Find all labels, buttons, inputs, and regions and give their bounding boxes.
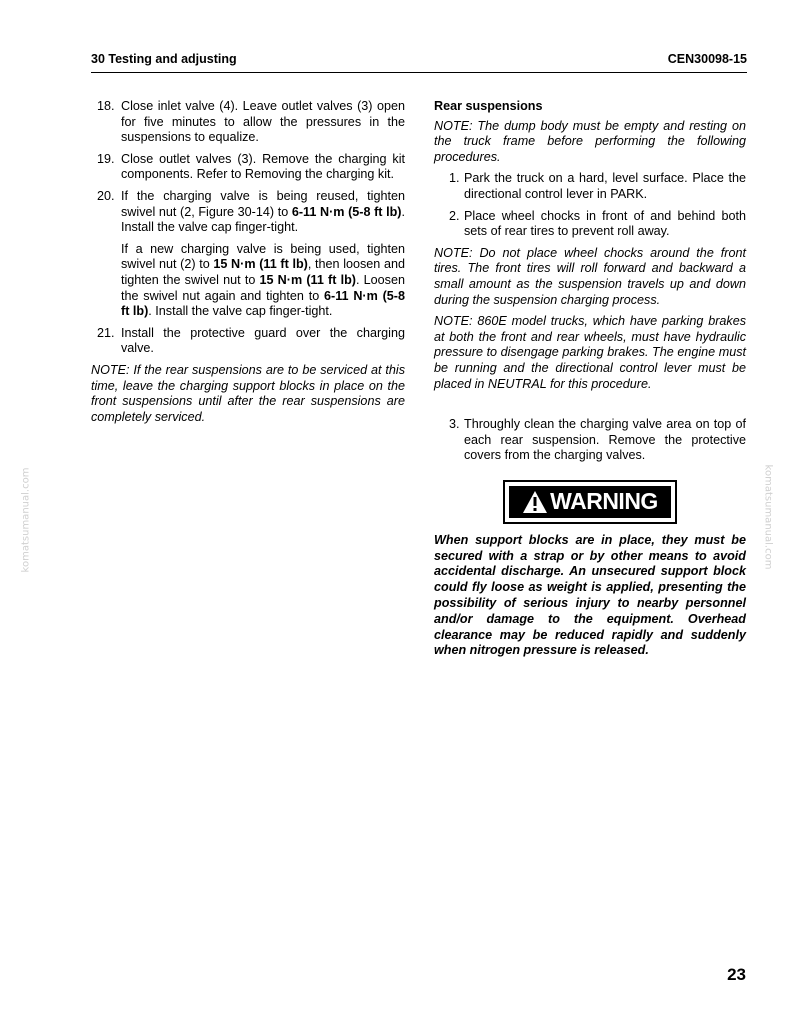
step-text: Close inlet valve (4). Leave outlet valves (3) open for five minutes to allow the pressures in the suspensions to equalize. — [121, 99, 405, 145]
step-number: 3. — [449, 417, 460, 432]
step-21 — [91, 326, 405, 357]
step-text: Close outlet valves (3). Remove the charging kit components. Refer to Removing the charging kit. — [121, 151, 405, 182]
step-number: 1. — [449, 171, 460, 186]
step-text: . Install the valve cap finger-tight. — [121, 204, 405, 235]
page-number: 23 — [727, 965, 746, 984]
step-text: Throughly clean the charging valve area on top of each rear suspension. Remove the protective covers from the charging valves. — [464, 417, 746, 463]
step-3 — [434, 417, 746, 464]
warning-text: When support blocks are in place, they must be secured with a strap or by other means to avoid accidental discharge. An unsecured support block could fly loose as weight is applied, presenting the possibility of serious injury to nearby personnel and/or damage to the equipment. Overhead clearance may be reduced rapidly and suddenly when nitrogen pressure is released. — [434, 532, 746, 658]
spacer — [434, 398, 746, 417]
note-dump-body: NOTE: The dump body must be empty and resting on the truck frame before performing the following procedures. — [434, 118, 746, 164]
warning-triangle-icon — [522, 490, 548, 514]
step-text: If the charging valve is being reused, tighten swivel nut (2, Figure 30-14) to — [121, 188, 405, 219]
step-text: . Install the valve cap finger-tight. — [148, 304, 333, 319]
step-1 — [434, 171, 746, 202]
torque-value: 15 N·m (11 ft lb) — [213, 257, 308, 272]
step-number: 20. — [97, 188, 115, 203]
torque-value: 6-11 N·m (5-8 ft lb) — [291, 204, 402, 219]
torque-value: 6-11 N·m (5-8 ft lb) — [121, 288, 405, 319]
step-number: 2. — [449, 208, 460, 223]
step-20-sub-paragraph — [91, 242, 405, 320]
note-860e-parking-brakes: NOTE: 860E model trucks, which have parking brakes at both the front and rear wheels, must have hydraulic pressure to disengage parking brakes. The engine must be running and the directional control lever must be placed in NEUTRAL for this procedure. — [434, 314, 746, 391]
step-text: Install the protective guard over the charging valve. — [121, 325, 405, 356]
section-title-rear-suspensions: Rear suspensions — [434, 99, 543, 113]
header-rule — [91, 72, 747, 73]
step-19 — [91, 152, 405, 183]
note-rear-suspensions: NOTE: If the rear suspensions are to be serviced at this time, leave the charging support blocks in place on the front suspensions until after the rear suspensions are completely serviced. — [91, 362, 405, 424]
step-text: . Loosen the swivel nut again and tighten to — [121, 272, 405, 303]
warning-banner — [434, 480, 746, 524]
note-wheel-chocks: NOTE: Do not place wheel chocks around the front tires. The front tires will roll forward and backward a small amount as the suspension travels up and down during the suspension charging process. — [434, 245, 746, 307]
watermark-left: komatsumanual.com — [20, 467, 32, 573]
right-column — [434, 99, 746, 659]
step-18 — [91, 99, 405, 146]
step-2 — [434, 209, 746, 240]
warning-label: WARNING — [550, 488, 658, 515]
page-header — [91, 52, 747, 70]
header-document-code: CEN30098-15 — [667, 52, 747, 66]
step-number: 19. — [97, 151, 115, 166]
torque-value: 15 N·m (11 ft lb) — [259, 272, 356, 287]
step-number: 18. — [97, 99, 115, 113]
step-text: Place wheel chocks in front of and behind both sets of rear tires to prevent roll away. — [464, 208, 746, 239]
step-text: , then loosen and tighten the swivel nut to — [121, 257, 405, 287]
warning-label-block — [509, 486, 671, 518]
step-20 — [91, 189, 405, 236]
left-column — [91, 99, 405, 431]
step-text: If a new charging valve is being used, tighten swivel nut (2) to — [121, 241, 405, 272]
warning-box — [503, 480, 677, 524]
header-section-title: 30 Testing and adjusting — [91, 52, 237, 66]
step-text: Park the truck on a hard, level surface. Place the directional control lever in PARK. — [464, 171, 746, 201]
step-number: 21. — [97, 325, 115, 340]
watermark-right: komatsumanual.com — [762, 464, 774, 570]
